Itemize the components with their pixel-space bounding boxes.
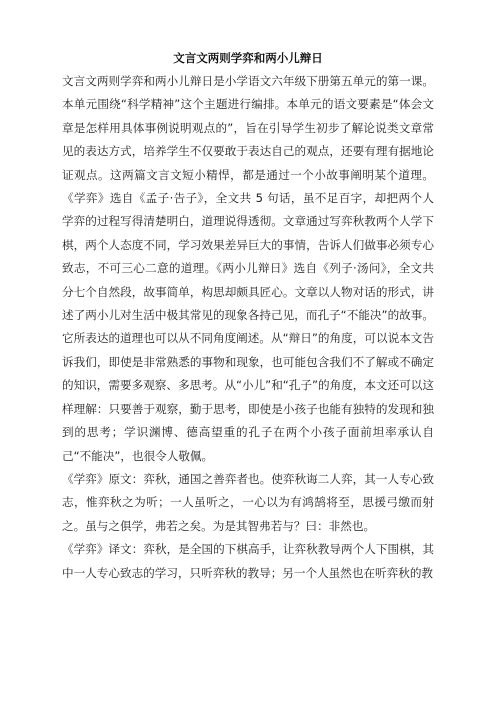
paragraph-intro: 文言文两则学弈和两小儿辩日是小学语文六年级下册第五单元的第一课。本单元围绕“科学精神”这个主题进行编排。本单元的语文要素是“体会文章是怎样用具体事例说明观点的”，旨在引导学生初步了解论说类文章常见的表达方式，培养学生不仅要敢于表达自己的观点，还要有理有据地论证观点。这两篇文言文短小精悍，都是通过一个小故事阐明某个道理。《学弈》选自《孟子·告子》，全文共 5 句话，虽不足百字，却把两个人学弈的过程写得清楚明白，道理说得透彻。文章通过写弈秋教两个人学下棋，两个人态度不同，学习效果差异巨大的事情，告诉人们做事必须专心致志，不可三心二意的道理。《两小儿辩日》选自《列子·汤问》，全文共分七个自然段，故事简单，构思却颇具匠心。文章以人物对话的形式，讲述了两小儿对生活中极其常见的现象各持己见，而孔子“不能决”的故事。它所表达的道理也可以从不同角度阐述。从“辩日”的角度，可以说本文告诉我们，即使是非常熟悉的事物和现象，也可能包含我们不了解或不确定的知识，需要多观察、多思考。从“小儿”和“孔子”的角度，本文还可以这样理解：只要善于观察，勤于思考，即使是小孩子也能有独特的发现和独到的思考；学识渊博、德高望重的孔子在两个小孩子面前坦率承认自己“不能决”，也很令人敬佩。: [62, 74, 434, 463]
paragraph-original-text: 《学弈》原文：弈秋，通国之善弈者也。使弈秋诲二人弈，其一人专心致志，惟弈秋之为听；一人虽听之，一心以为有鸿鹄将至，思援弓缴而射之。虽与之俱学，弗若之矣。为是其智弗若与？曰：非然也。: [62, 471, 434, 533]
paragraph-translation: 《学弈》译文：弈秋，是全国的下棋高手，让弈秋教导两个人下围棋，其中一人专心致志的学习，只听弈秋的教导；另一个人虽然也在听弈秋的教: [62, 542, 434, 580]
document-body: [62, 70, 434, 585]
document-title: 文言文两则学弈和两小儿辩日: [173, 51, 323, 65]
